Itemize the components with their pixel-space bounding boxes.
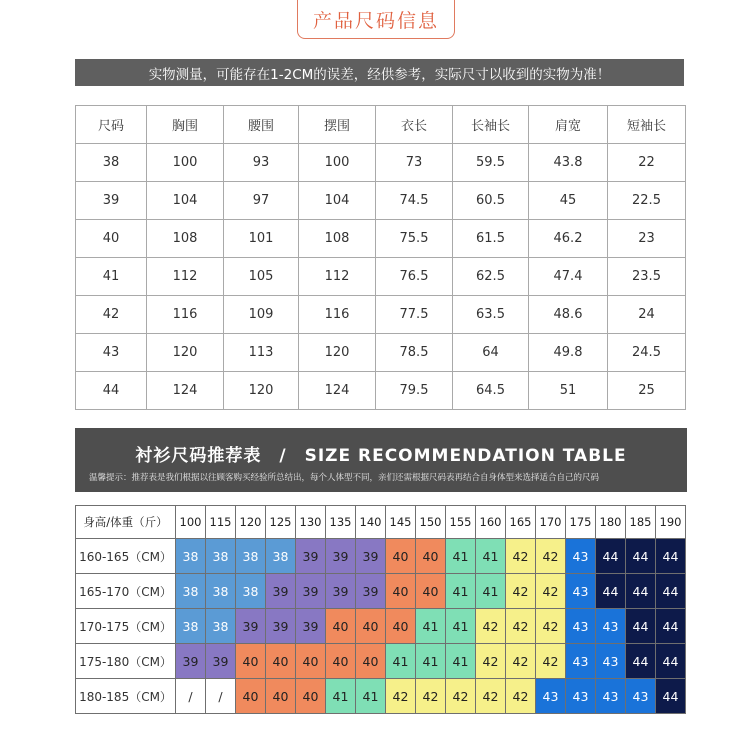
weight-header-cell: 135: [326, 506, 356, 539]
size-table: [75, 105, 686, 410]
size-recommendation-cell: 42: [446, 679, 476, 714]
weight-header-cell: 165: [506, 506, 536, 539]
weight-header-cell: 100: [176, 506, 206, 539]
size-recommendation-cell: 38: [206, 609, 236, 644]
size-table-cell: 43: [76, 334, 147, 372]
size-recommendation-cell: 42: [386, 679, 416, 714]
height-range-label: 160-165（CM）: [76, 539, 176, 574]
weight-header-cell: 150: [416, 506, 446, 539]
size-recommendation-cell: 44: [626, 539, 656, 574]
size-recommendation-cell: 44: [656, 679, 686, 714]
size-table-cell: 100: [299, 144, 376, 182]
size-recommendation-cell: 41: [416, 644, 446, 679]
size-recommendation-cell: 40: [386, 539, 416, 574]
size-recommendation-cell: 43: [626, 679, 656, 714]
size-recommendation-cell: 40: [386, 609, 416, 644]
recommendation-tip: 温馨提示：推荐表是我们根据以往顾客购买经验所总结出，每个人体型不同，亲们还需根据尺码表再结合自身体型来选择适合自己的尺码: [89, 473, 600, 483]
size-table-row: [76, 334, 686, 372]
size-table-cell: 113: [224, 334, 299, 372]
size-table-cell: 124: [147, 372, 224, 410]
size-recommendation-cell: 40: [266, 679, 296, 714]
size-table-cell: 104: [147, 182, 224, 220]
size-recommendation-cell: 43: [596, 679, 626, 714]
size-recommendation-cell: 39: [356, 539, 386, 574]
size-table-header-cell: 尺码: [76, 106, 147, 144]
size-recommendation-cell: 44: [656, 609, 686, 644]
size-recommendation-cell: /: [206, 679, 236, 714]
weight-header-cell: 175: [566, 506, 596, 539]
height-range-label: 165-170（CM）: [76, 574, 176, 609]
size-recommendation-cell: 41: [446, 609, 476, 644]
recommendation-title-cn: 衬衫尺码推荐表: [135, 446, 262, 466]
size-recommendation-cell: 39: [356, 574, 386, 609]
size-table-cell: 64.5: [453, 372, 529, 410]
weight-header-cell: 140: [356, 506, 386, 539]
size-recommendation-cell: 42: [506, 574, 536, 609]
size-recommendation-cell: 43: [566, 679, 596, 714]
size-recommendation-cell: 42: [476, 644, 506, 679]
size-table-cell: 74.5: [376, 182, 453, 220]
size-recommendation-cell: 38: [266, 539, 296, 574]
size-table-cell: 45: [529, 182, 608, 220]
height-range-label: 180-185（CM）: [76, 679, 176, 714]
size-table-cell: 112: [147, 258, 224, 296]
size-recommendation-cell: 41: [476, 574, 506, 609]
size-table-cell: 60.5: [453, 182, 529, 220]
size-recommendation-cell: 41: [446, 574, 476, 609]
size-table-cell: 93: [224, 144, 299, 182]
size-recommendation-cell: 43: [566, 609, 596, 644]
size-recommendation-cell: 44: [656, 574, 686, 609]
recommendation-title-en: SIZE RECOMMENDATION TABLE: [304, 446, 627, 466]
size-table-cell: 108: [147, 220, 224, 258]
size-recommendation-cell: 40: [356, 609, 386, 644]
size-recommendation-cell: 41: [356, 679, 386, 714]
recommendation-row: [76, 609, 686, 644]
size-table-cell: 116: [299, 296, 376, 334]
size-recommendation-cell: 42: [536, 539, 566, 574]
size-table-cell: 79.5: [376, 372, 453, 410]
height-weight-label: 身高/体重（斤）: [76, 506, 176, 539]
weight-header-cell: 145: [386, 506, 416, 539]
weight-header-cell: 190: [656, 506, 686, 539]
size-table-cell: 47.4: [529, 258, 608, 296]
size-recommendation-cell: 41: [326, 679, 356, 714]
size-table-cell: 116: [147, 296, 224, 334]
size-table-cell: 112: [299, 258, 376, 296]
size-recommendation-cell: 39: [296, 539, 326, 574]
size-table-cell: 23: [608, 220, 686, 258]
size-recommendation-cell: 40: [356, 644, 386, 679]
size-recommendation-cell: 43: [596, 644, 626, 679]
size-recommendation-cell: 41: [476, 539, 506, 574]
recommendation-row: [76, 574, 686, 609]
weight-header-cell: 115: [206, 506, 236, 539]
size-table-header-cell: 短袖长: [608, 106, 686, 144]
weight-header-cell: 120: [236, 506, 266, 539]
recommendation-row: [76, 644, 686, 679]
size-table-cell: 109: [224, 296, 299, 334]
size-recommendation-cell: 41: [416, 609, 446, 644]
size-recommendation-cell: 39: [266, 609, 296, 644]
size-recommendation-cell: 39: [326, 539, 356, 574]
size-table-cell: 38: [76, 144, 147, 182]
weight-header-cell: 170: [536, 506, 566, 539]
size-recommendation-cell: 40: [296, 644, 326, 679]
size-table-cell: 49.8: [529, 334, 608, 372]
size-table-cell: 40: [76, 220, 147, 258]
size-recommendation-cell: 42: [476, 609, 506, 644]
size-recommendation-cell: 39: [296, 609, 326, 644]
size-table-row: [76, 372, 686, 410]
size-table-cell: 24: [608, 296, 686, 334]
size-recommendation-cell: 39: [176, 644, 206, 679]
size-table-cell: 59.5: [453, 144, 529, 182]
size-recommendation-cell: 38: [206, 574, 236, 609]
size-recommendation-cell: 38: [206, 539, 236, 574]
recommendation-header-row: [76, 506, 686, 539]
size-recommendation-cell: 40: [236, 644, 266, 679]
size-table-header-cell: 腰围: [224, 106, 299, 144]
size-table-cell: 23.5: [608, 258, 686, 296]
recommendation-row: [76, 539, 686, 574]
size-table-cell: 120: [147, 334, 224, 372]
size-table-cell: 78.5: [376, 334, 453, 372]
size-table-cell: 39: [76, 182, 147, 220]
size-table-cell: 41: [76, 258, 147, 296]
height-range-label: 175-180（CM）: [76, 644, 176, 679]
size-recommendation-cell: 44: [596, 574, 626, 609]
size-table-cell: 62.5: [453, 258, 529, 296]
size-recommendation-cell: 40: [416, 574, 446, 609]
size-table-cell: 46.2: [529, 220, 608, 258]
size-recommendation-cell: 42: [416, 679, 446, 714]
size-recommendation-cell: 43: [566, 574, 596, 609]
size-table-cell: 24.5: [608, 334, 686, 372]
size-recommendation-cell: 43: [566, 539, 596, 574]
size-recommendation-cell: 44: [656, 539, 686, 574]
size-table-header-cell: 胸围: [147, 106, 224, 144]
size-recommendation-cell: 39: [326, 574, 356, 609]
size-recommendation-cell: 42: [506, 539, 536, 574]
size-recommendation-cell: 42: [476, 679, 506, 714]
size-table-cell: 124: [299, 372, 376, 410]
size-table-cell: 101: [224, 220, 299, 258]
size-recommendation-cell: 42: [506, 609, 536, 644]
size-table-cell: 75.5: [376, 220, 453, 258]
size-recommendation-cell: 39: [296, 574, 326, 609]
size-table-cell: 22: [608, 144, 686, 182]
size-recommendation-cell: 39: [236, 609, 266, 644]
size-table-cell: 104: [299, 182, 376, 220]
size-recommendation-cell: /: [176, 679, 206, 714]
size-recommendation-cell: 42: [536, 609, 566, 644]
size-recommendation-cell: 40: [326, 644, 356, 679]
size-table-cell: 64: [453, 334, 529, 372]
size-table-header-cell: 肩宽: [529, 106, 608, 144]
size-table-cell: 25: [608, 372, 686, 410]
weight-header-cell: 125: [266, 506, 296, 539]
weight-header-cell: 185: [626, 506, 656, 539]
size-table-cell: 120: [224, 372, 299, 410]
size-recommendation-cell: 40: [266, 644, 296, 679]
size-recommendation-cell: 44: [626, 644, 656, 679]
measurement-notice: 实物测量，可能存在1-2CM的误差，经供参考，实际尺寸以收到的实物为准！: [75, 59, 684, 86]
size-table-cell: 48.6: [529, 296, 608, 334]
recommendation-title: [75, 441, 687, 466]
title-separator: /: [279, 446, 287, 466]
size-table-header-row: [76, 106, 686, 144]
size-recommendation-cell: 40: [296, 679, 326, 714]
recommendation-header: [75, 428, 687, 492]
size-table-cell: 105: [224, 258, 299, 296]
size-recommendation-cell: 41: [446, 644, 476, 679]
size-table-cell: 44: [76, 372, 147, 410]
weight-header-cell: 130: [296, 506, 326, 539]
size-table-cell: 97: [224, 182, 299, 220]
weight-header-cell: 155: [446, 506, 476, 539]
recommendation-table: [75, 505, 686, 714]
height-range-label: 170-175（CM）: [76, 609, 176, 644]
size-recommendation-cell: 43: [566, 644, 596, 679]
size-recommendation-cell: 44: [656, 644, 686, 679]
size-table-cell: 42: [76, 296, 147, 334]
size-recommendation-cell: 38: [176, 539, 206, 574]
page-title: 产品尺码信息: [297, 0, 455, 39]
size-recommendation-cell: 38: [176, 574, 206, 609]
recommendation-row: [76, 679, 686, 714]
size-table-cell: 77.5: [376, 296, 453, 334]
size-recommendation-cell: 40: [386, 574, 416, 609]
size-table-cell: 108: [299, 220, 376, 258]
weight-header-cell: 160: [476, 506, 506, 539]
size-table-cell: 22.5: [608, 182, 686, 220]
size-recommendation-cell: 41: [386, 644, 416, 679]
size-table-cell: 76.5: [376, 258, 453, 296]
size-table-row: [76, 144, 686, 182]
size-recommendation-cell: 44: [626, 574, 656, 609]
size-table-header-cell: 长袖长: [453, 106, 529, 144]
size-table-cell: 61.5: [453, 220, 529, 258]
size-table-row: [76, 258, 686, 296]
size-table-cell: 51: [529, 372, 608, 410]
size-recommendation-cell: 44: [626, 609, 656, 644]
size-table-row: [76, 220, 686, 258]
size-table-cell: 120: [299, 334, 376, 372]
size-recommendation-cell: 38: [236, 539, 266, 574]
size-table-row: [76, 296, 686, 334]
size-recommendation-cell: 42: [536, 574, 566, 609]
size-recommendation-cell: 39: [206, 644, 236, 679]
size-table-header-cell: 摆围: [299, 106, 376, 144]
size-recommendation-cell: 39: [266, 574, 296, 609]
size-recommendation-cell: 38: [236, 574, 266, 609]
size-recommendation-cell: 40: [416, 539, 446, 574]
size-table-row: [76, 182, 686, 220]
size-recommendation-cell: 43: [596, 609, 626, 644]
size-table-header-cell: 衣长: [376, 106, 453, 144]
size-recommendation-cell: 40: [236, 679, 266, 714]
size-recommendation-cell: 42: [506, 644, 536, 679]
size-recommendation-cell: 40: [326, 609, 356, 644]
size-table-cell: 43.8: [529, 144, 608, 182]
size-recommendation-cell: 44: [596, 539, 626, 574]
size-table-cell: 63.5: [453, 296, 529, 334]
size-table-cell: 73: [376, 144, 453, 182]
size-recommendation-cell: 42: [506, 679, 536, 714]
size-table-cell: 100: [147, 144, 224, 182]
size-recommendation-cell: 43: [536, 679, 566, 714]
size-recommendation-cell: 38: [176, 609, 206, 644]
size-recommendation-cell: 42: [536, 644, 566, 679]
weight-header-cell: 180: [596, 506, 626, 539]
size-recommendation-cell: 41: [446, 539, 476, 574]
